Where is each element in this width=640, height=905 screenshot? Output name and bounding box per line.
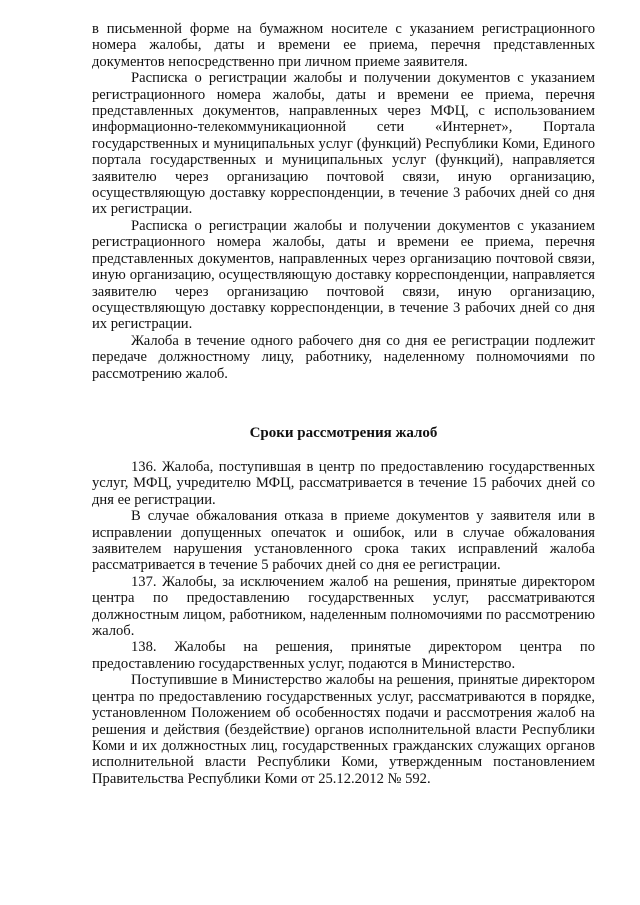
paragraph-136: 136. Жалоба, поступившая в центр по предоставлению государственных услуг, МФЦ, учредителю МФЦ, рассматривается в течение 15 рабочих дней со дня ее регистрации. xyxy=(92,459,595,508)
section-heading: Сроки рассмотрения жалоб xyxy=(249,425,438,441)
paragraph-137: 137. Жалобы, за исключением жалоб на решения, принятые директором центра по предоставлению государственных услуг, рассматриваются должностным лицом, работником, наделенным полномочиями по рассмотрению жалоб. xyxy=(92,573,595,640)
top-text-block xyxy=(92,21,595,382)
paragraph-138: 138. Жалобы на решения, принятые директором центра по предоставлению государственных услуг, подаются в Министерство. xyxy=(92,639,595,672)
bottom-text-block xyxy=(92,459,595,787)
paragraph-continuation: в письменной форме на бумажном носителе с указанием регистрационного номера жалобы, даты и времени ее приема, перечня представленных документов непосредственно при личном приеме заявителя. xyxy=(92,21,595,70)
paragraph-refusal: В случае обжалования отказа в приеме документов у заявителя или в исправлении допущенных опечаток и ошибок, или в случае обжалования заявителем нарушения установленного срока таких исправлений жалоба рассматривается в течение 5 рабочих дней со дня ее регистрации. xyxy=(92,508,595,574)
paragraph-transfer: Жалоба в течение одного рабочего дня со дня ее регистрации подлежит передаче должностному лицу, работнику, наделенному полномочиями по рассмотрению жалоб. xyxy=(92,332,595,382)
paragraph-receipt-postal: Расписка о регистрации жалобы и получении документов с указанием регистрационного номера жалобы, даты и времени ее приема, перечня представленных документов, направленных через организацию почтовой связи, иную организацию, осуществляющую доставку корреспонденции, направляется заявителю через организацию почтовой связи, иную организацию, осуществляющую доставку корреспонденции, в течение 3 рабочих дней со дня их регистрации. xyxy=(92,217,595,333)
paragraph-ministry: Поступившие в Министерство жалобы на решения, принятые директором центра по предоставлению государственных услуг, рассматриваются в порядке, установленном Положением об особенностях подачи и рассмотрения жалоб на решения и действия (бездействие) органов исполнительной власти Республики Коми и их должностных лиц, государственных гражданских служащих органов исполнительной власти Республики Коми, утвержденным постановлением Правительства Республики Коми от 25.12.2012 № 592. xyxy=(92,672,595,787)
paragraph-receipt-mfc: Расписка о регистрации жалобы и получении документов с указанием регистрационного номера жалобы, даты и времени ее приема, перечня представленных документов, направленных через МФЦ, с использованием информационно-телекоммуникационной сети «Интернет», Портала государственных и муниципальных услуг (функций) Республики Коми, Единого портала государственных и муниципальных услуг (функций), направляется заявителю через организацию почтовой связи, иную организацию, осуществляющую доставку корреспонденции, в течение 3 рабочих дней со дня их регистрации. xyxy=(92,70,595,218)
